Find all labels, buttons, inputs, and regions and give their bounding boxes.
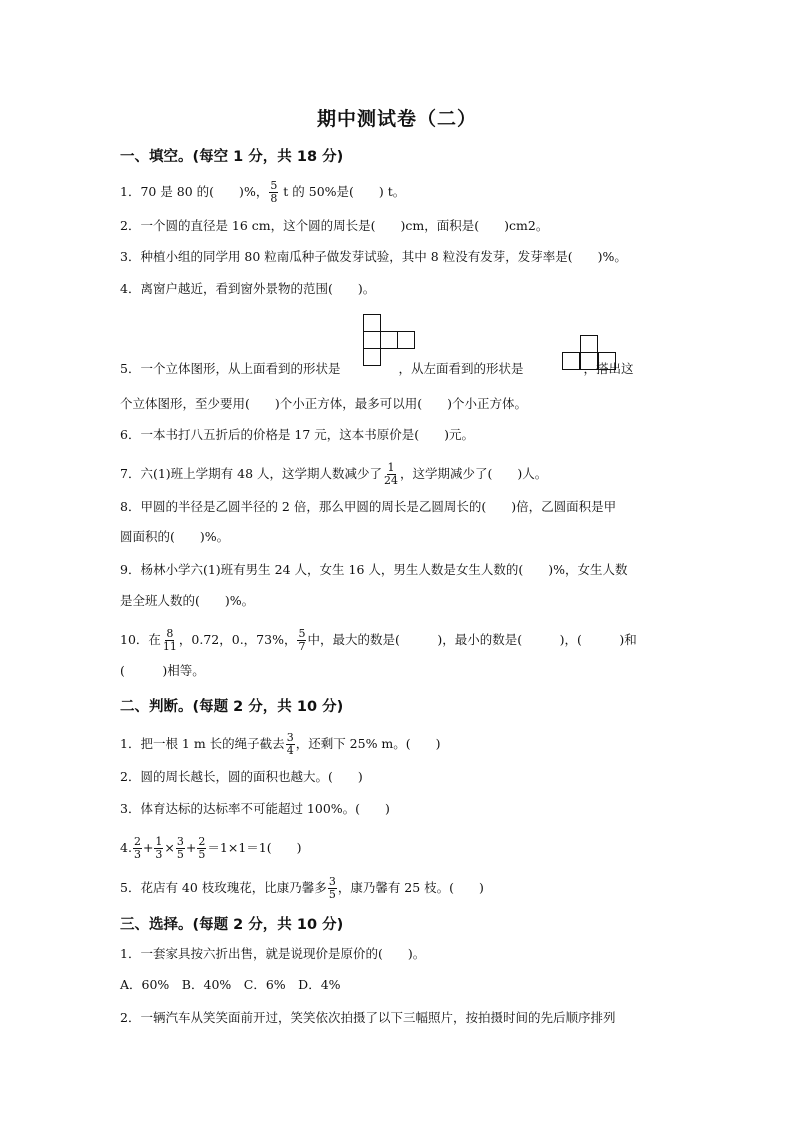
page-title: 期中测试卷（二） xyxy=(316,108,477,130)
operator: × xyxy=(164,840,175,855)
section-3-heading: 三、选择。(每题 2 分，共 10 分) xyxy=(120,917,344,933)
s1-q10-text-b: ，0.72，0.，73%， xyxy=(178,632,297,647)
fraction: $\frac{1}{3}$ xyxy=(155,835,163,861)
s1-q10-text-a: 10．在 xyxy=(120,632,161,647)
grid-cell xyxy=(562,352,580,370)
s3-question-1-options: A．60% B．40% C．6% D．4% xyxy=(120,977,341,992)
operator: + xyxy=(142,840,154,855)
s2-question-5 xyxy=(120,876,484,901)
fraction: $\frac{5}{8}$ xyxy=(270,179,278,205)
s2-q5-text-b: ，康乃馨有 25 枝。( ) xyxy=(337,880,484,895)
s2-q1-text-a: 1．把一根 1 m 长的绳子截去 xyxy=(120,736,285,751)
s2-q5-text-a: 5．花店有 40 枝玫瑰花，比康乃馨多 xyxy=(120,880,327,895)
s1-question-5-cont: 个立体图形，至少要用( )个小正方体，最多可以用( )个小正方体。 xyxy=(120,396,528,411)
operator: + xyxy=(185,840,197,855)
s1-question-10 xyxy=(120,628,637,653)
s1-q7-text-a: 7．六(1)班上学期有 48 人，这学期人数减少了 xyxy=(120,466,383,481)
grid-cell xyxy=(397,331,415,349)
s1-question-4: 4．离窗户越近，看到窗外景物的范围( )。 xyxy=(120,281,376,296)
s1-question-10-cont: ( )相等。 xyxy=(120,663,205,678)
grid-cell xyxy=(580,352,598,370)
fraction: $\frac{3}{4}$ xyxy=(286,731,294,757)
s2-q4-prefix: 4. xyxy=(120,840,132,855)
s2-question-2: 2．圆的周长越长，圆的面积也越大。( ) xyxy=(120,769,363,784)
s1-question-3: 3．种植小组的同学用 80 粒南瓜种子做发芽试验，其中 8 粒没有发芽，发芽率是( )%。 xyxy=(120,249,627,264)
grid-cell xyxy=(580,335,598,353)
fraction: $\frac{8}{11}$ xyxy=(162,627,177,653)
grid-cell xyxy=(363,314,381,332)
fraction: $\frac{5}{7}$ xyxy=(298,627,306,653)
s1-question-2: 2．一个圆的直径是 16 cm，这个圆的周长是( )cm，面积是( )cm2。 xyxy=(120,218,549,233)
section-2-heading: 二、判断。(每题 2 分，共 10 分) xyxy=(120,699,344,715)
fraction: $\frac{2}{3}$ xyxy=(133,835,141,861)
s2-q1-text-b: ，还剩下 25% m。( ) xyxy=(295,736,441,751)
s3-question-1: 1．一套家具按六折出售，就是说现价是原价的( )。 xyxy=(120,946,426,961)
s1-q1-text-a: 1．70 是 80 的( )%， xyxy=(120,184,269,199)
grid-cell xyxy=(380,331,398,349)
s1-question-6: 6．一本书打八五折后的价格是 17 元，这本书原价是( )元。 xyxy=(120,427,475,442)
s2-question-4 xyxy=(120,836,301,861)
s3-question-2: 2．一辆汽车从笑笑面前开过，笑笑依次拍摄了以下三幅照片，按拍摄时间的先后顺序排列 xyxy=(120,1010,616,1025)
s1-question-8: 8．甲圆的半径是乙圆半径的 2 倍，那么甲圆的周长是乙圆周长的( )倍，乙圆面积是甲 xyxy=(120,499,617,514)
s1-q7-text-b: ，这学期减少了( )人。 xyxy=(400,466,548,481)
s2-question-1 xyxy=(120,732,441,757)
s1-q5-text-c: ，搭出这 xyxy=(583,361,634,376)
grid-cell xyxy=(598,352,616,370)
grid-cell xyxy=(363,331,381,349)
s1-question-9-cont: 是全班人数的( )%。 xyxy=(120,593,255,608)
s2-q4-suffix: ＝1×1＝1( ) xyxy=(207,840,302,855)
s1-question-8-cont: 圆面积的( )%。 xyxy=(120,529,230,544)
fraction: $\frac{3}{5}$ xyxy=(176,835,184,861)
s1-question-9: 9．杨林小学六(1)班有男生 24 人，女生 16 人，男生人数是女生人数的( )%，女生人数 xyxy=(120,562,628,577)
s1-q5-text-b: ，从左面看到的形状是 xyxy=(398,361,524,376)
s1-question-7 xyxy=(120,462,547,487)
grid-cell xyxy=(363,348,381,366)
s1-q1-text-b: t 的 50%是( ) t。 xyxy=(279,184,406,199)
s2-question-3: 3．体育达标的达标率不可能超过 100%。( ) xyxy=(120,801,390,816)
fraction: $\frac{2}{5}$ xyxy=(198,835,206,861)
s1-q10-text-c: 中，最大的数是( )，最小的数是( )，( )和 xyxy=(307,632,637,647)
fraction: $\frac{1}{24}$ xyxy=(384,461,399,487)
s1-question-1 xyxy=(120,180,405,205)
fraction: $\frac{3}{5}$ xyxy=(328,875,336,901)
section-1-heading: 一、填空。(每空 1 分，共 18 分) xyxy=(120,149,344,165)
s1-q5-text-a: 5．一个立体图形，从上面看到的形状是 xyxy=(120,361,341,376)
